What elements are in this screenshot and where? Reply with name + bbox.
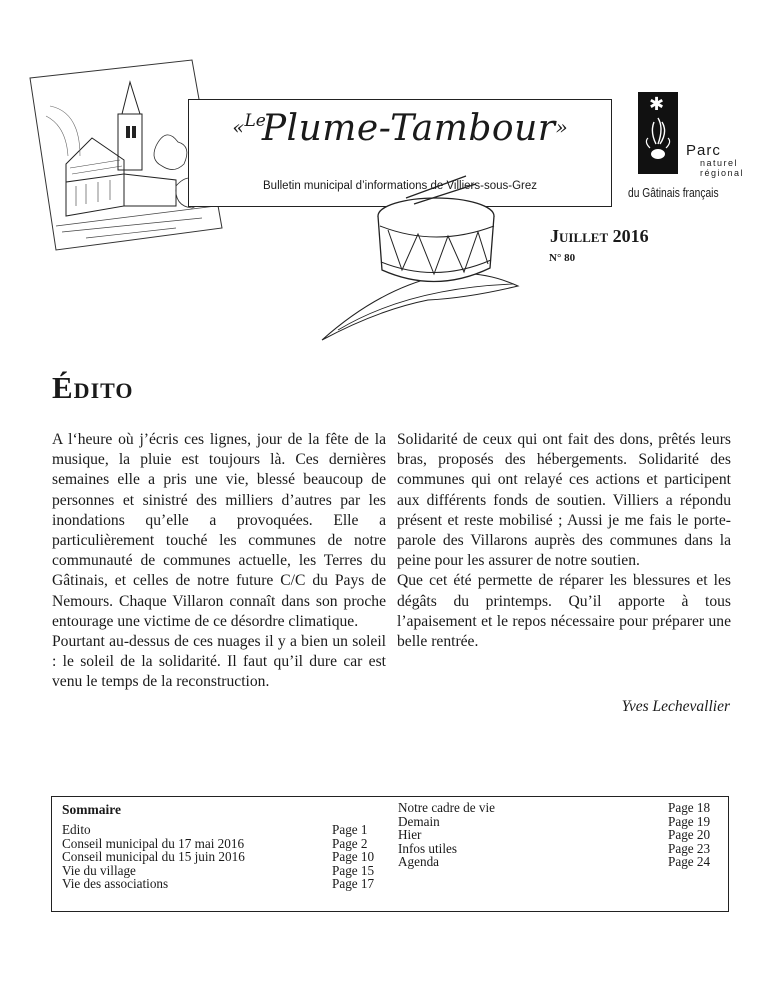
toc-item-page: Page 1 — [332, 822, 368, 837]
edito-left-column — [52, 430, 386, 693]
toc-item-page: Page 18 — [668, 800, 711, 815]
toc-item-label[interactable]: Vie du village — [62, 862, 136, 878]
issue-year: 2016 — [612, 226, 649, 246]
svg-text:✱: ✱ — [649, 94, 665, 115]
title-prefix: Le — [244, 111, 266, 131]
logo-naturel-regional — [700, 158, 744, 178]
edito-signature: Yves Lechevallier — [621, 698, 730, 715]
edito-paragraph: Solidarité de ceux qui ont fait des dons, prêtés leurs bras, proposés des hébergements. Solidarité des communes qui ont relayé ces actions et participent aux différents fonds de soutien. Villiers a répondu présent et reste mobilisé ; Aussi je me fais le porte-parole des Villarons auprès des communes dans la peine pour les assurer de notre soutien. — [397, 431, 731, 570]
toc-item-page: Page 19 — [668, 813, 711, 829]
parc-naturel-logo — [628, 92, 745, 202]
toc-left-pages — [332, 823, 374, 891]
title-open-quote: « — [232, 115, 245, 139]
edito-paragraph: Que cet été permette de réparer les blessures et les dégâts du printemps. Qu’il apporte à tous l’apaisement et le repos nécessaire pour préparer une belle rentrée. — [397, 572, 731, 651]
title-close-quote: » — [555, 115, 568, 139]
toc-item-page: Page 17 — [332, 876, 375, 892]
logo-park-name: du Gâtinais français — [628, 186, 719, 200]
masthead-subtitle: Bulletin municipal d’informations de Villiers-sous-Grez — [263, 180, 537, 192]
toc-item-label[interactable]: Notre cadre de vie — [398, 800, 496, 815]
edito-right-column — [397, 430, 731, 652]
toc-item-page: Page 23 — [668, 840, 711, 856]
drum-and-quill-icon — [318, 170, 528, 350]
toc-item-page: Page 2 — [332, 835, 368, 851]
logo-parc: Parc — [686, 142, 721, 159]
toc-item-page: Page 15 — [332, 862, 375, 878]
toc-item-page: Page 10 — [332, 849, 375, 865]
issue-date — [550, 226, 649, 247]
logo-naturel: naturel — [700, 158, 739, 168]
title-main: Plume-Tambour — [261, 108, 556, 149]
bee-wheat-icon — [638, 92, 678, 174]
toc-item-label[interactable]: Conseil municipal du 15 juin 2016 — [62, 849, 245, 865]
toc-item-label[interactable]: Agenda — [398, 854, 440, 870]
toc-item-label[interactable]: Vie des associations — [62, 876, 169, 892]
toc-item-page: Page 20 — [668, 827, 711, 843]
toc-right-pages — [668, 801, 710, 869]
edito-paragraph: Pourtant au-dessus de ces nuages il y a bien un soleil : le soleil de la solidarité. Il faut qu’il dure car est venu le temps de la reconstruction. — [52, 633, 386, 691]
masthead-title — [189, 108, 611, 149]
edito-paragraph: A l‘heure où j’écris ces lignes, jour de la fête de la musique, la pluie est toujours là. Ces dernières semaines elle a pris une vie, blessé beaucoup de personnes et sinistré des milliers d’autres par les inondations qu’elle a provoquées. Elle a particulièrement touché les communes de notre communauté de communes actuelle, les Terres du Gâtinais, et celles de notre future C/C du Pays de Nemours. Chaque Villaron connaît dans son proche entourage une victime de ce désordre climatique. — [52, 431, 386, 630]
edito-heading: Édito — [52, 370, 134, 405]
logo-regional: régional — [700, 168, 745, 178]
issue-month: Juillet — [550, 226, 609, 246]
toc-item-label[interactable]: Infos utiles — [398, 840, 457, 856]
toc-item-page: Page 24 — [668, 854, 711, 870]
table-of-contents — [51, 796, 729, 912]
toc-item-label[interactable]: Hier — [398, 827, 422, 843]
toc-title: Sommaire — [62, 802, 121, 817]
toc-item-label[interactable]: Demain — [398, 813, 440, 829]
issue-number: N° 80 — [549, 252, 576, 264]
toc-item-label[interactable]: Conseil municipal du 17 mai 2016 — [62, 835, 245, 851]
toc-left-labels — [62, 823, 245, 891]
toc-item-label[interactable]: Edito — [62, 822, 91, 837]
toc-right-labels — [398, 801, 495, 869]
